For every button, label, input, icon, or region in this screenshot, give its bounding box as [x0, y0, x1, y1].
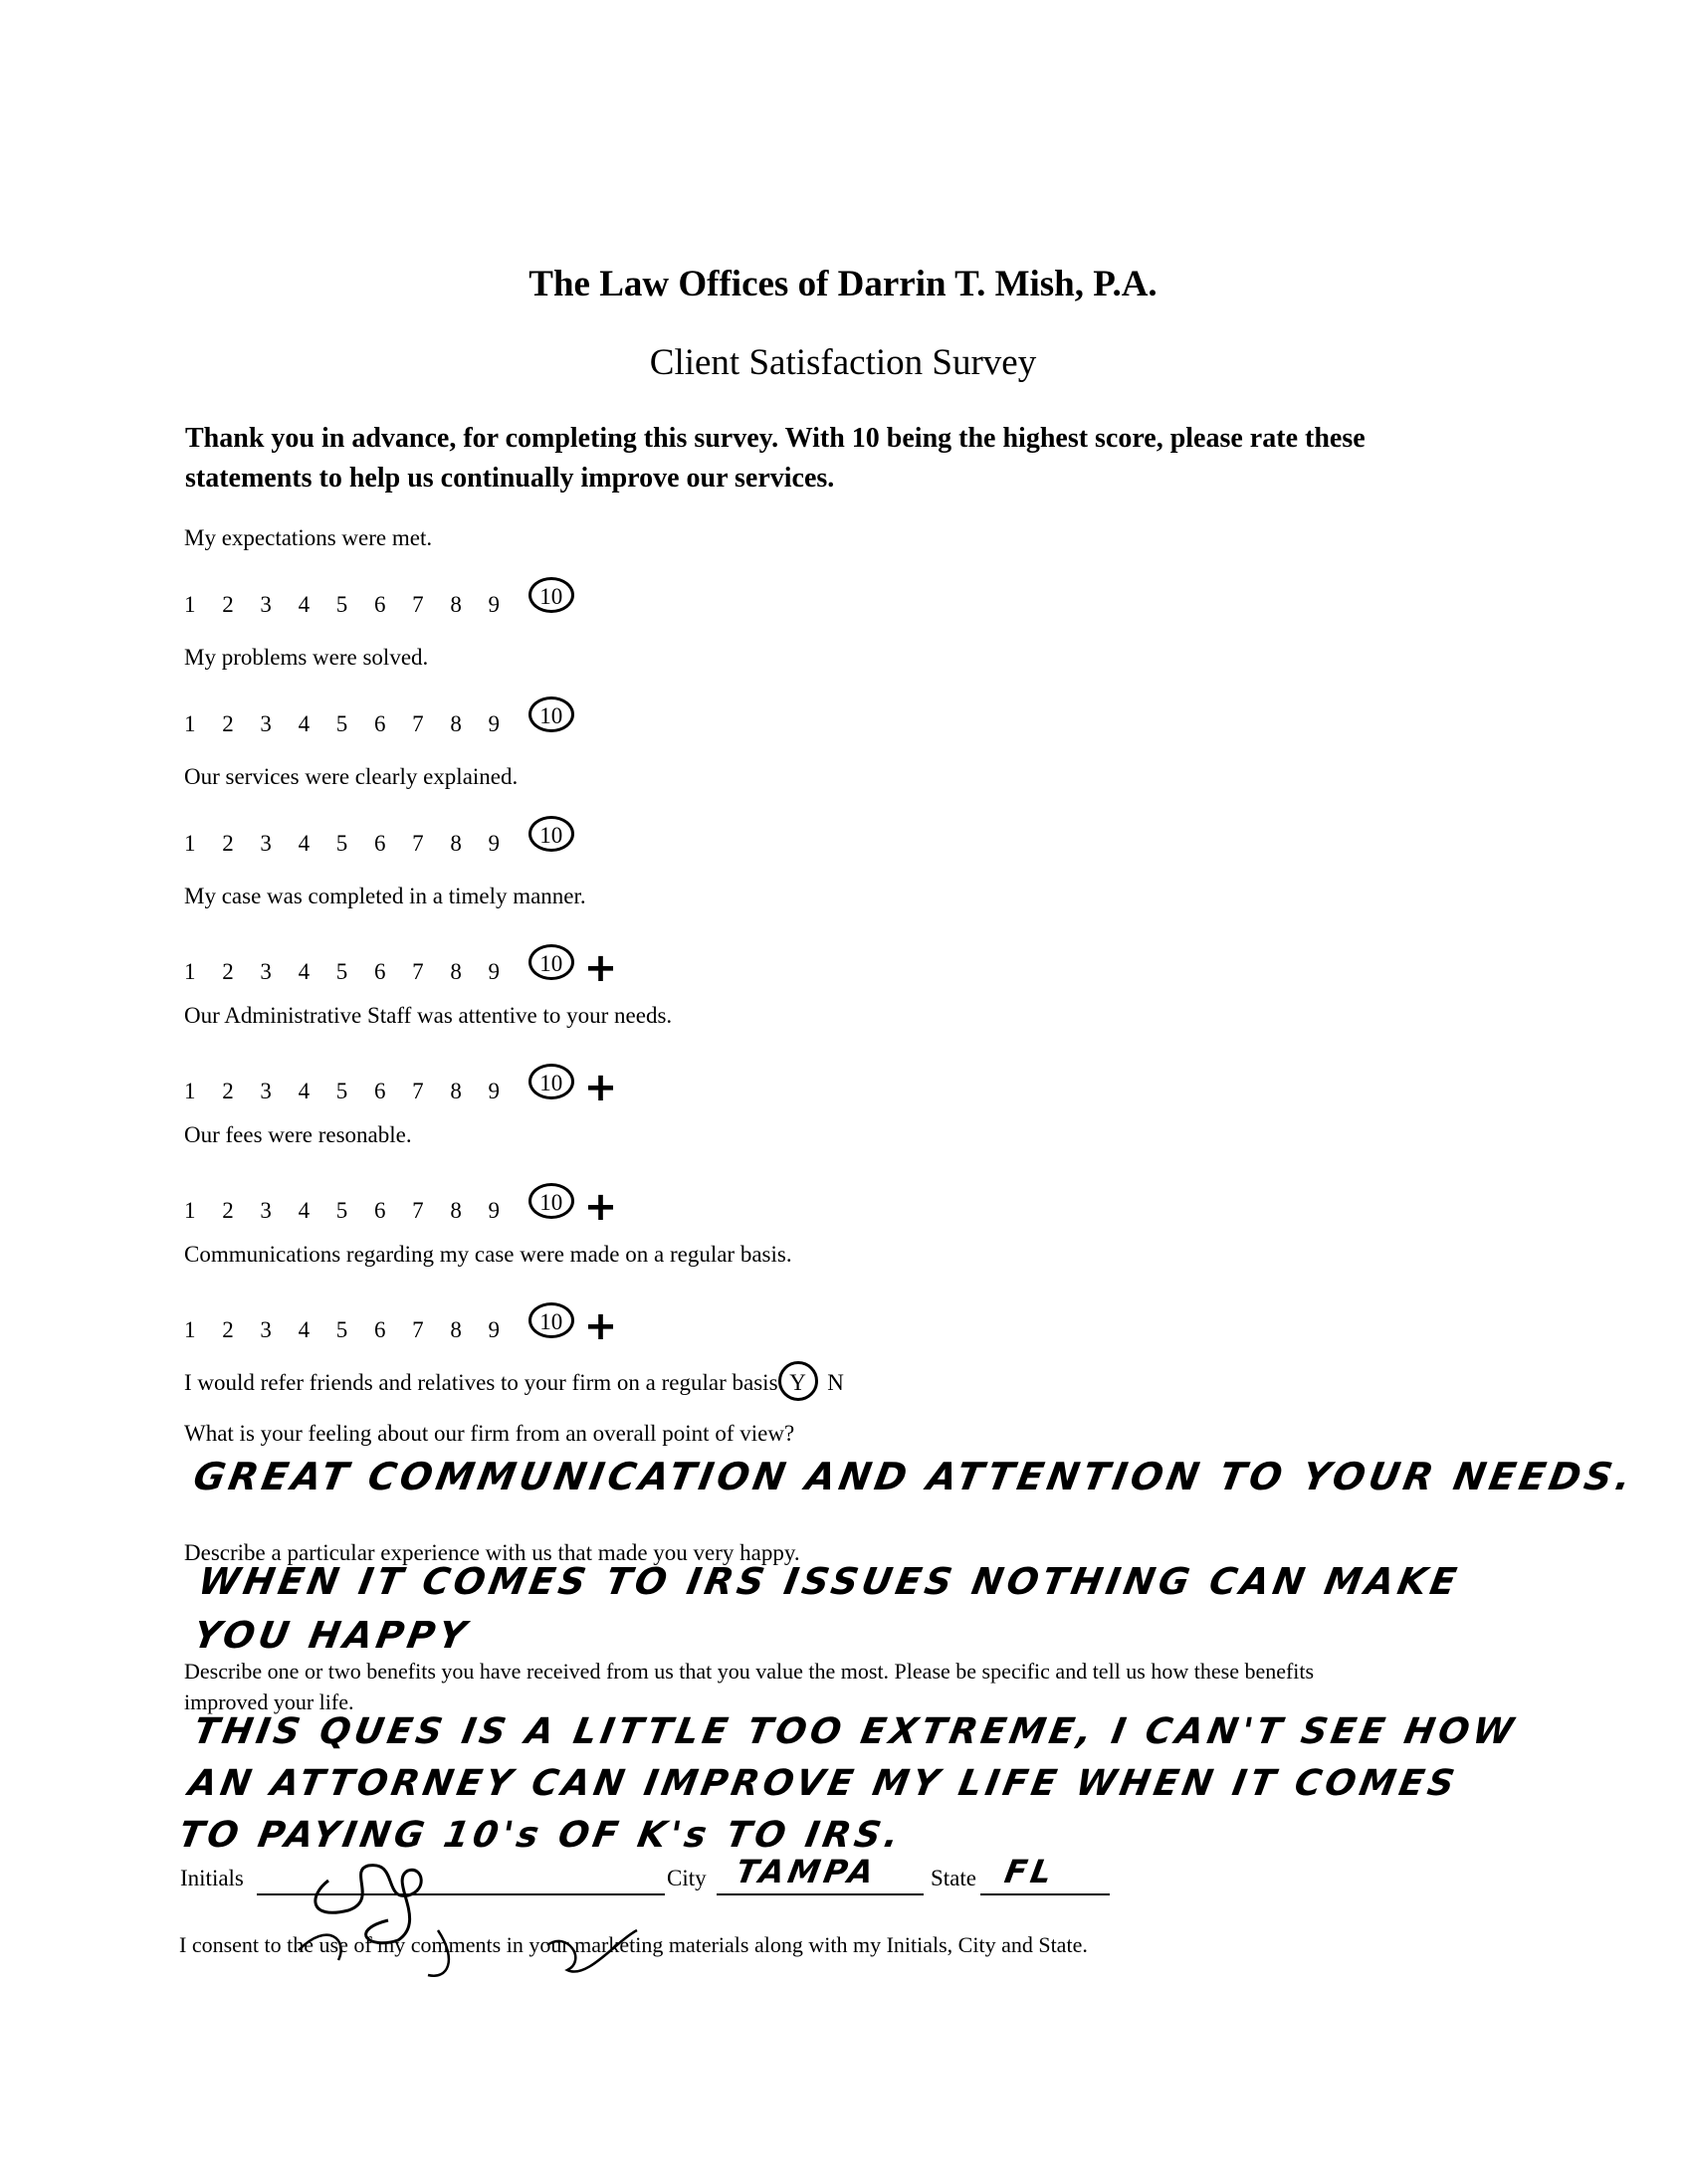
scale-option-7[interactable]: 7 [412, 1079, 424, 1103]
scale-option-4[interactable]: 4 [298, 711, 311, 736]
scale-option-6[interactable]: 6 [373, 1317, 386, 1342]
consent-statement: I consent to the use of my comments in your marketing materials along with my Initials, City and State. [179, 1932, 1088, 1957]
question-3-scale [184, 824, 574, 864]
plus-mark: + [583, 1184, 618, 1230]
scale-option-6[interactable]: 6 [373, 959, 386, 984]
scale-option-4[interactable]: 4 [298, 1317, 311, 1342]
scale-option-5[interactable]: 5 [335, 1079, 348, 1103]
state-line[interactable] [980, 1893, 1110, 1895]
question-2-scale [184, 704, 574, 744]
scale-option-8[interactable]: 8 [450, 959, 462, 984]
scale-option-10-selected[interactable]: 10 [528, 1183, 574, 1219]
scale-option-4[interactable]: 4 [298, 831, 311, 856]
question-4-scale [184, 943, 618, 991]
answer-2-line-1[interactable]: WHEN IT COMES TO IRS ISSUES NOTHING CAN MAKE [195, 1560, 1464, 1603]
question-5-label: Our Administrative Staff was attentive to your needs. [184, 1003, 673, 1028]
city-value[interactable]: TAMPA [733, 1853, 881, 1890]
scale-option-5[interactable]: 5 [335, 1198, 348, 1223]
scale-option-10-selected[interactable]: 10 [528, 816, 574, 852]
scale-option-7[interactable]: 7 [412, 1198, 424, 1223]
refer-question [184, 1361, 844, 1401]
state-label: State [931, 1866, 976, 1890]
refer-no-option[interactable]: N [827, 1370, 844, 1395]
initials-label: Initials [180, 1866, 244, 1890]
open-question-3-line-1: Describe one or two benefits you have received from us that you value the most. Please be specific and tell us how these benefits [184, 1659, 1315, 1684]
scale-option-9[interactable]: 9 [488, 959, 500, 984]
scale-option-7[interactable]: 7 [412, 959, 424, 984]
question-5-scale [184, 1063, 618, 1110]
question-7-scale [184, 1301, 618, 1349]
scale-option-5[interactable]: 5 [335, 711, 348, 736]
city-label: City [667, 1866, 707, 1890]
scale-option-8[interactable]: 8 [450, 831, 462, 856]
scale-option-1[interactable]: 1 [184, 1079, 196, 1103]
plus-mark: + [583, 1303, 618, 1349]
scale-option-1[interactable]: 1 [184, 959, 196, 984]
open-question-2: Describe a particular experience with us that made you very happy. [184, 1540, 800, 1565]
answer-3-line-1[interactable]: THIS QUES IS A LITTLE TOO EXTREME, I CAN'T SEE HOW [190, 1711, 1521, 1752]
question-2-label: My problems were solved. [184, 645, 429, 670]
question-7-label: Communications regarding my case were made on a regular basis. [184, 1242, 792, 1267]
scale-option-5[interactable]: 5 [335, 831, 348, 856]
scale-option-9[interactable]: 9 [488, 711, 500, 736]
question-6-label: Our fees were resonable. [184, 1122, 412, 1147]
question-4-label: My case was completed in a timely manner. [184, 884, 586, 908]
scale-option-7[interactable]: 7 [412, 1317, 424, 1342]
question-1-label: My expectations were met. [184, 525, 433, 550]
firm-name: The Law Offices of Darrin T. Mish, P.A. [528, 264, 1158, 304]
scale-option-3[interactable]: 3 [260, 592, 272, 617]
scale-option-8[interactable]: 8 [450, 592, 462, 617]
scale-option-4[interactable]: 4 [298, 959, 311, 984]
consent-signature [289, 1900, 707, 1990]
scale-option-3[interactable]: 3 [260, 1317, 272, 1342]
scale-option-2[interactable]: 2 [222, 592, 234, 617]
scale-option-7[interactable]: 7 [412, 592, 424, 617]
scale-option-5[interactable]: 5 [335, 592, 348, 617]
scale-option-9[interactable]: 9 [488, 1079, 500, 1103]
scale-option-3[interactable]: 3 [260, 959, 272, 984]
scale-option-10-selected[interactable]: 10 [528, 944, 574, 980]
plus-mark: + [583, 1065, 618, 1110]
scale-option-7[interactable]: 7 [412, 831, 424, 856]
scale-option-3[interactable]: 3 [260, 1198, 272, 1223]
scale-option-10-selected[interactable]: 10 [528, 696, 574, 732]
survey-title: Client Satisfaction Survey [649, 342, 1037, 383]
question-1-scale [184, 585, 574, 625]
scale-option-1[interactable]: 1 [184, 711, 196, 736]
scale-option-4[interactable]: 4 [298, 1198, 311, 1223]
scale-option-6[interactable]: 6 [373, 1079, 386, 1103]
survey-intro: Thank you in advance, for completing this survey. With 10 being the highest score, please rate these statements to help us continually improve our services. [185, 423, 1366, 494]
answer-2-line-2[interactable]: YOU HAPPY [190, 1614, 474, 1657]
question-6-scale [184, 1182, 618, 1230]
scale-option-6[interactable]: 6 [373, 1198, 386, 1223]
scale-option-8[interactable]: 8 [450, 1198, 462, 1223]
scale-option-5[interactable]: 5 [335, 1317, 348, 1342]
answer-1[interactable]: GREAT COMMUNICATION AND ATTENTION TO YOUR NEEDS. [190, 1455, 1638, 1498]
scale-option-5[interactable]: 5 [335, 959, 348, 984]
scale-option-7[interactable]: 7 [412, 711, 424, 736]
plus-mark: + [583, 945, 618, 991]
scale-option-8[interactable]: 8 [450, 1079, 462, 1103]
scale-option-2[interactable]: 2 [222, 1079, 234, 1103]
scale-option-10-selected[interactable]: 10 [528, 577, 574, 613]
scale-option-9[interactable]: 9 [488, 592, 500, 617]
open-question-3-line-2: improved your life. [184, 1689, 354, 1714]
scale-option-6[interactable]: 6 [373, 831, 386, 856]
scale-option-6[interactable]: 6 [373, 711, 386, 736]
scale-option-8[interactable]: 8 [450, 1317, 462, 1342]
scale-option-10-selected[interactable]: 10 [528, 1064, 574, 1099]
scale-option-2[interactable]: 2 [222, 1317, 234, 1342]
scale-option-1[interactable]: 1 [184, 831, 196, 856]
scale-option-4[interactable]: 4 [298, 1079, 311, 1103]
scale-option-2[interactable]: 2 [222, 1198, 234, 1223]
scale-option-1[interactable]: 1 [184, 592, 196, 617]
scale-option-1[interactable]: 1 [184, 1317, 196, 1342]
scale-option-9[interactable]: 9 [488, 831, 500, 856]
scale-option-3[interactable]: 3 [260, 831, 272, 856]
answer-3-line-3[interactable]: TO PAYING 10's OF K's TO IRS. [175, 1815, 906, 1856]
scale-option-2[interactable]: 2 [222, 831, 234, 856]
question-3-label: Our services were clearly explained. [184, 764, 519, 789]
scale-option-9[interactable]: 9 [488, 1317, 500, 1342]
scale-option-4[interactable]: 4 [298, 592, 311, 617]
answer-3-line-2[interactable]: AN ATTORNEY CAN IMPROVE MY LIFE WHEN IT COMES [185, 1763, 1462, 1804]
scale-option-2[interactable]: 2 [222, 959, 234, 984]
scale-option-1[interactable]: 1 [184, 1198, 196, 1223]
scale-option-3[interactable]: 3 [260, 1079, 272, 1103]
refer-yes-option[interactable]: Y [778, 1361, 818, 1401]
scale-option-10-selected[interactable]: 10 [528, 1302, 574, 1338]
city-line[interactable] [717, 1893, 924, 1895]
state-value[interactable]: FL [1001, 1853, 1059, 1890]
refer-question-text: I would refer friends and relatives to your firm on a regular basis [184, 1370, 778, 1395]
scale-option-9[interactable]: 9 [488, 1198, 500, 1223]
scale-option-6[interactable]: 6 [373, 592, 386, 617]
scale-option-8[interactable]: 8 [450, 711, 462, 736]
scale-option-3[interactable]: 3 [260, 711, 272, 736]
open-question-1: What is your feeling about our firm from an overall point of view? [184, 1421, 795, 1446]
scale-option-2[interactable]: 2 [222, 711, 234, 736]
